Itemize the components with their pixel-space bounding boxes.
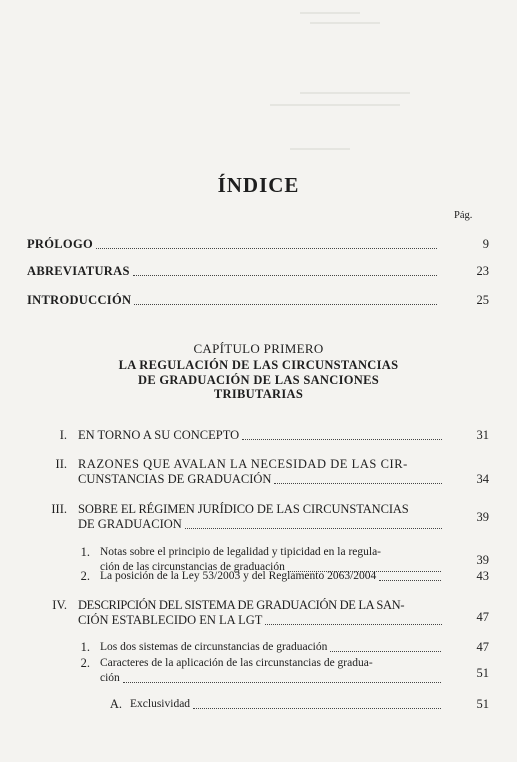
toc-section-iv[interactable] (78, 598, 446, 628)
bleed-through-mark (270, 104, 400, 106)
toc-entry-page: 47 (476, 610, 489, 624)
toc-section-ii[interactable] (78, 457, 446, 487)
toc-entry-label: Los dos sistemas de circunstancias de graduación (100, 641, 328, 653)
toc-entry-page: 9 (482, 237, 489, 251)
toc-entry-label: DESCRIPCIÓN DEL SISTEMA DE GRADUACIÓN DE LA SAN- (78, 598, 405, 612)
page-column-label: Pág. (454, 210, 473, 221)
subsubsection-letter: A. (109, 697, 122, 711)
toc-section-i[interactable] (78, 428, 446, 443)
subsection-number: 1. (80, 640, 90, 654)
subsection-number: 2. (80, 569, 90, 583)
toc-entry-label: INTRODUCCIÓN (27, 293, 132, 307)
toc-entry-page: 39 (476, 553, 489, 567)
chapter-title-line: LA REGULACIÓN DE LAS CIRCUNSTANCIAS (118, 358, 399, 372)
leader-dots (96, 248, 437, 249)
toc-entry-page: 31 (476, 428, 489, 442)
subsection-number: 2. (80, 656, 90, 670)
toc-entry-page: 43 (476, 569, 489, 583)
toc-entry-page: 25 (476, 293, 489, 307)
chapter-label: CAPÍTULO PRIMERO (193, 341, 324, 356)
toc-entry-label: DE GRADUACION (78, 517, 182, 531)
toc-entry-prologo[interactable] (27, 237, 441, 252)
leader-dots (134, 304, 437, 305)
leader-dots (123, 682, 441, 683)
toc-entry-page: 51 (476, 666, 489, 680)
leader-dots (265, 624, 442, 625)
toc-entry-page: 51 (476, 697, 489, 711)
bleed-through-mark (290, 148, 350, 150)
toc-entry-label: ción de las circunstancias de graduación (100, 561, 285, 573)
section-number: IV. (52, 598, 67, 612)
toc-entry-label: Exclusividad (130, 698, 191, 710)
toc-section-iii[interactable] (78, 502, 446, 532)
toc-subsection-iv-2[interactable] (100, 656, 445, 686)
index-title: ÍNDICE (217, 173, 300, 197)
toc-entry-page: 47 (476, 640, 489, 654)
bleed-through-mark (300, 92, 410, 94)
leader-dots (133, 275, 437, 276)
toc-entry-label: Caracteres de la aplicación de las circunstancias de gradua- (100, 657, 373, 669)
chapter-title (100, 358, 417, 402)
chapter-title-line: TRIBUTARIAS (213, 387, 304, 401)
toc-entry-label: CUNSTANCIAS DE GRADUACIÓN (78, 472, 272, 486)
toc-entry-label: RAZONES QUE AVALAN LA NECESIDAD DE LAS CIR- (78, 457, 408, 471)
toc-entry-page: 34 (476, 472, 489, 486)
leader-dots (274, 483, 442, 484)
toc-entry-label: ción (100, 672, 120, 684)
toc-subsection-iii-2[interactable] (100, 569, 445, 584)
bleed-through-mark (310, 22, 380, 24)
section-number: I. (59, 428, 67, 442)
leader-dots (193, 708, 441, 709)
toc-entry-page: 23 (476, 264, 489, 278)
toc-entry-label: PRÓLOGO (27, 237, 93, 251)
toc-entry-label: SOBRE EL RÉGIMEN JURÍDICO DE LAS CIRCUNSTANCIAS (78, 502, 409, 516)
leader-dots (242, 439, 442, 440)
leader-dots (330, 651, 441, 652)
toc-subsection-iv-1[interactable] (100, 640, 445, 655)
section-number: III. (51, 502, 67, 516)
subsection-number: 1. (80, 545, 90, 559)
toc-entry-introduccion[interactable] (27, 293, 441, 308)
toc-entry-abreviaturas[interactable] (27, 264, 441, 279)
toc-subsubsection-a[interactable] (130, 697, 445, 712)
leader-dots (379, 580, 441, 581)
leader-dots (185, 528, 442, 529)
toc-entry-label: La posición de la Ley 53/2003 y del Reglamento 2063/2004 (100, 570, 377, 582)
toc-entry-label: EN TORNO A SU CONCEPTO (78, 428, 240, 442)
bleed-through-mark (300, 12, 360, 14)
toc-entry-label: ABREVIATURAS (27, 264, 130, 278)
toc-entry-label: CIÓN ESTABLECIDO EN LA LGT (78, 613, 263, 627)
chapter-title-line: DE GRADUACIÓN DE LAS SANCIONES (138, 372, 379, 387)
section-number: II. (55, 457, 67, 471)
toc-entry-label: Notas sobre el principio de legalidad y tipicidad en la regula- (100, 546, 382, 558)
toc-entry-page: 39 (476, 510, 489, 524)
